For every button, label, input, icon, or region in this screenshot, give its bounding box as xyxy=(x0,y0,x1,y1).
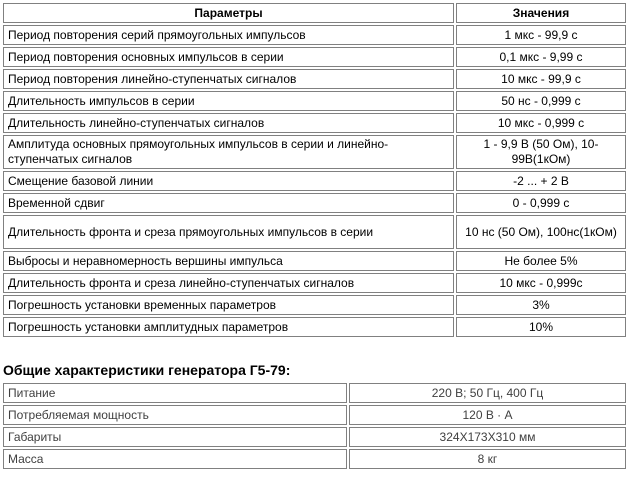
param-value: 10 мкс - 99,9 с xyxy=(456,69,626,89)
general-param-name: Габариты xyxy=(3,427,347,447)
table-header-row xyxy=(3,3,626,23)
param-value: -2 ... + 2 В xyxy=(456,171,626,191)
param-name: Погрешность установки временных параметров xyxy=(3,295,454,315)
param-value: 1 мкс - 99,9 с xyxy=(456,25,626,45)
table-row xyxy=(3,193,626,213)
param-value: 10 мкс - 0,999 с xyxy=(456,113,626,133)
table-row xyxy=(3,69,626,89)
param-name: Длительность импульсов в серии xyxy=(3,91,454,111)
param-value: 10 нс (50 Ом), 100нс(1кОм) xyxy=(456,215,626,249)
table-row xyxy=(3,91,626,111)
table-row xyxy=(3,47,626,67)
param-name: Период повторения основных импульсов в серии xyxy=(3,47,454,67)
table-row xyxy=(3,215,626,249)
section-title-general: Общие характеристики генератора Г5-79: xyxy=(3,362,291,378)
param-name: Временной сдвиг xyxy=(3,193,454,213)
general-characteristics-table xyxy=(1,381,628,471)
param-name: Длительность фронта и среза прямоугольных импульсов в серии xyxy=(3,215,454,249)
general-param-value: 324Х173Х310 мм xyxy=(349,427,626,447)
param-value: 1 - 9,9 В (50 Ом), 10-99В(1кОм) xyxy=(456,135,626,169)
general-param-name: Потребляемая мощность xyxy=(3,405,347,425)
param-value: Не более 5% xyxy=(456,251,626,271)
parameters-table xyxy=(1,1,628,339)
param-value: 50 нс - 0,999 с xyxy=(456,91,626,111)
param-name: Выбросы и неравномерность вершины импульса xyxy=(3,251,454,271)
param-value: 3% xyxy=(456,295,626,315)
header-values: Значения xyxy=(456,3,626,23)
general-param-name: Масса xyxy=(3,449,347,469)
header-parameters: Параметры xyxy=(3,3,454,23)
param-value: 10% xyxy=(456,317,626,337)
general-param-value: 120 В · А xyxy=(349,405,626,425)
table-row xyxy=(3,113,626,133)
param-name: Смещение базовой линии xyxy=(3,171,454,191)
general-param-name: Питание xyxy=(3,383,347,403)
table-row xyxy=(3,405,626,425)
param-name: Длительность фронта и среза линейно-ступенчатых сигналов xyxy=(3,273,454,293)
general-param-value: 8 кг xyxy=(349,449,626,469)
table-row xyxy=(3,251,626,271)
table-row xyxy=(3,135,626,169)
table-row xyxy=(3,25,626,45)
param-value: 0,1 мкс - 9,99 с xyxy=(456,47,626,67)
table-row xyxy=(3,273,626,293)
param-value: 10 мкс - 0,999с xyxy=(456,273,626,293)
param-name: Длительность линейно-ступенчатых сигналов xyxy=(3,113,454,133)
table-row xyxy=(3,317,626,337)
table-row xyxy=(3,427,626,447)
param-name: Погрешность установки амплитудных параметров xyxy=(3,317,454,337)
param-name: Амплитуда основных прямоугольных импульсов в серии и линейно-ступенчатых сигналов xyxy=(3,135,454,169)
table-row xyxy=(3,295,626,315)
table-row xyxy=(3,449,626,469)
param-value: 0 - 0,999 с xyxy=(456,193,626,213)
table-row xyxy=(3,171,626,191)
param-name: Период повторения серий прямоугольных импульсов xyxy=(3,25,454,45)
table-row xyxy=(3,383,626,403)
param-name: Период повторения линейно-ступенчатых сигналов xyxy=(3,69,454,89)
general-param-value: 220 В; 50 Гц, 400 Гц xyxy=(349,383,626,403)
